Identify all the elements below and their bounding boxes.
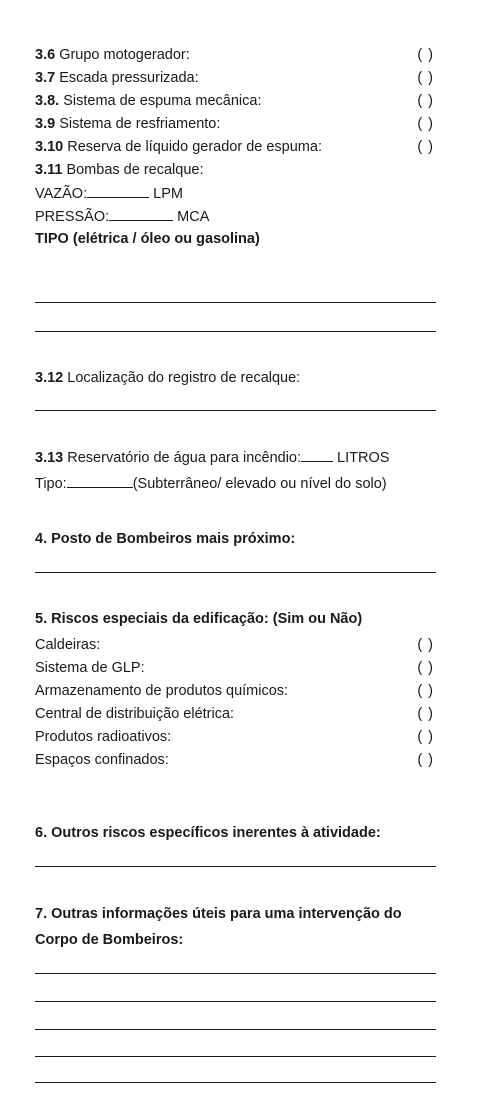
item-label: Sistema de resfriamento: <box>55 116 221 132</box>
item-number: 3.9 <box>35 116 56 132</box>
answer-line[interactable] <box>35 331 436 332</box>
risk-item <box>35 726 440 748</box>
item-number: 3.6 <box>35 47 56 63</box>
tipo-field[interactable] <box>67 472 133 488</box>
vazao-unit: LPM <box>149 186 183 202</box>
litros-unit: LITROS <box>333 450 390 466</box>
section-4-title: 4. Posto de Bombeiros mais próximo: <box>35 531 296 547</box>
risk-label: Espaços confinados: <box>35 752 169 768</box>
answer-line[interactable] <box>35 1001 436 1002</box>
vazao-row <box>35 182 440 204</box>
answer-line[interactable] <box>35 973 436 974</box>
answer-line[interactable] <box>35 1029 436 1030</box>
item-3-12 <box>35 367 440 389</box>
risk-label: Central de distribuição elétrica: <box>35 706 235 722</box>
item-number: 3.7 <box>35 70 56 86</box>
item-3-8 <box>35 90 440 112</box>
risk-item <box>35 680 440 702</box>
section-7-title-cont: Corpo de Bombeiros: <box>35 932 184 948</box>
item-label: Grupo motogerador: <box>55 47 190 63</box>
risk-item <box>35 634 440 656</box>
item-3-11 <box>35 159 440 181</box>
item-3-13 <box>35 446 440 468</box>
checkbox-field[interactable]: ( ) <box>417 660 434 676</box>
checkbox-field[interactable]: ( ) <box>417 139 434 155</box>
risk-item <box>35 703 440 725</box>
risk-label: Armazenamento de produtos químicos: <box>35 683 289 699</box>
checkbox-field[interactable]: ( ) <box>417 70 434 86</box>
pressao-label: PRESSÃO: <box>35 209 110 225</box>
tipo-bomba-label: TIPO (elétrica / óleo ou gasolina) <box>35 231 260 247</box>
checkbox-field[interactable]: ( ) <box>417 116 434 132</box>
section-5-title: 5. Riscos especiais da edificação: (Sim ou Não) <box>35 611 363 627</box>
item-3-10 <box>35 136 440 158</box>
checkbox-field[interactable]: ( ) <box>417 752 434 768</box>
risk-item <box>35 749 440 771</box>
item-label: Escada pressurizada: <box>55 70 199 86</box>
litros-field[interactable] <box>301 446 333 462</box>
item-label: Localização do registro de recalque: <box>63 370 301 386</box>
checkbox-field[interactable]: ( ) <box>417 93 434 109</box>
tipo-options: (Subterrâneo/ elevado ou nível do solo) <box>132 476 387 492</box>
section-7-title: 7. Outras informações úteis para uma intervenção do <box>35 906 402 922</box>
item-label: Bombas de recalque: <box>62 162 204 178</box>
checkbox-field[interactable]: ( ) <box>417 706 434 722</box>
answer-line[interactable] <box>35 866 436 867</box>
tipo-reservatorio-row <box>35 472 440 494</box>
form-document <box>35 0 440 1102</box>
risk-label: Produtos radioativos: <box>35 729 172 745</box>
item-label: Sistema de espuma mecânica: <box>59 93 262 109</box>
item-3-6 <box>35 44 440 66</box>
vazao-field[interactable] <box>87 182 149 198</box>
item-number: 3.13 <box>35 450 64 466</box>
answer-line[interactable] <box>35 302 436 303</box>
item-number: 3.11 <box>35 162 63 178</box>
pressao-field[interactable] <box>109 205 173 221</box>
answer-line[interactable] <box>35 410 436 411</box>
checkbox-field[interactable]: ( ) <box>417 637 434 653</box>
answer-line[interactable] <box>35 572 436 573</box>
item-label: Reservatório de água para incêndio: <box>63 450 302 466</box>
item-3-7 <box>35 67 440 89</box>
checkbox-field[interactable]: ( ) <box>417 683 434 699</box>
item-number: 3.8. <box>35 93 60 109</box>
item-3-9 <box>35 113 440 135</box>
vazao-label: VAZÃO: <box>35 186 88 202</box>
checkbox-field[interactable]: ( ) <box>417 47 434 63</box>
answer-line[interactable] <box>35 1056 436 1057</box>
tipo-label: Tipo: <box>35 476 67 492</box>
item-number: 3.12 <box>35 370 64 386</box>
section-6-title: 6. Outros riscos específicos inerentes à atividade: <box>35 825 381 841</box>
item-label: Reserva de líquido gerador de espuma: <box>63 139 322 155</box>
risk-label: Caldeiras: <box>35 637 101 653</box>
item-number: 3.10 <box>35 139 64 155</box>
pressao-row <box>35 205 440 227</box>
risk-item <box>35 657 440 679</box>
answer-line[interactable] <box>35 1082 436 1083</box>
pressao-unit: MCA <box>173 209 210 225</box>
risk-label: Sistema de GLP: <box>35 660 145 676</box>
checkbox-field[interactable]: ( ) <box>417 729 434 745</box>
